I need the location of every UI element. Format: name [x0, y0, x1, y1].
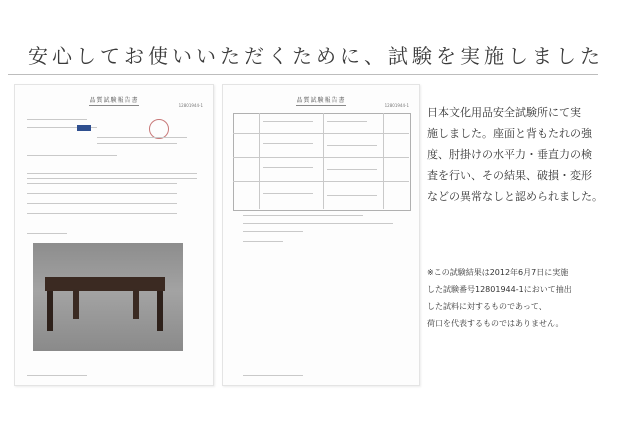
- description-line: 施しました。座面と背もたれの強: [427, 127, 592, 140]
- description-line: などの異常なしと認められました。: [427, 190, 603, 203]
- note-line: 荷口を代表するものではありません。: [427, 319, 564, 328]
- description-line: 査を行い、その結果、破損・変形: [427, 169, 592, 182]
- test-note: [427, 264, 617, 332]
- report-1-title: 品質試験報告書: [89, 97, 139, 104]
- note-line: した試験番号12801944-1において抽出: [427, 285, 572, 294]
- note-line: した試料に対するものであって、: [427, 302, 547, 311]
- report-2-number: 12801944-1: [384, 103, 409, 108]
- note-line: ※この試験結果は2012年6月7日に実施: [427, 268, 569, 277]
- official-seal: [149, 119, 169, 139]
- lab-logo: [77, 125, 91, 131]
- report-2-title: 品質試験報告書: [296, 97, 346, 104]
- test-report-scan-2: [222, 84, 420, 386]
- report-1-number: 12801944-1: [178, 103, 203, 108]
- tested-product-photo: [33, 243, 183, 351]
- description-line: 度、肘掛けの水平力・垂直力の検: [427, 148, 592, 161]
- test-description: [427, 102, 602, 207]
- test-report-scan-1: [14, 84, 214, 386]
- page-heading: 安心してお使いいただくために、試験を実施しました: [28, 44, 604, 68]
- heading-divider: [8, 74, 598, 75]
- description-line: 日本文化用品安全試験所にて実: [427, 106, 581, 119]
